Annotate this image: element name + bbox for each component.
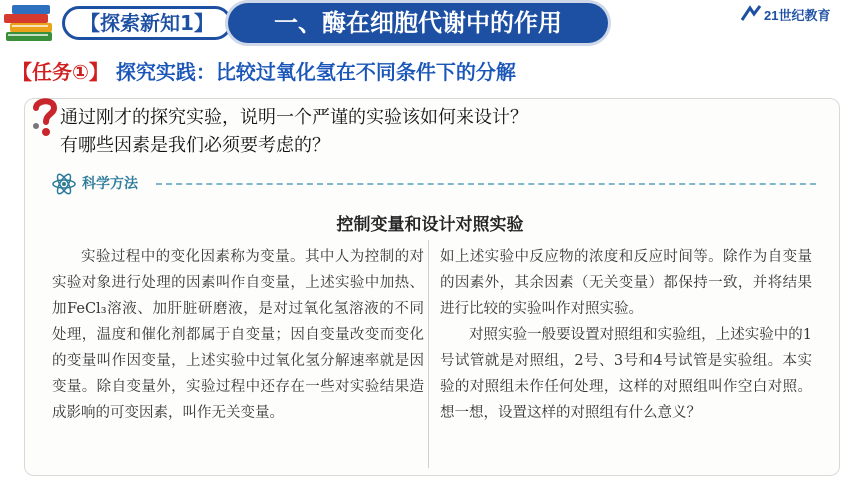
question-mark-icon	[28, 96, 62, 138]
method-header	[52, 172, 822, 196]
question-line-2: 有哪些因素是我们必须要考虑的？	[60, 135, 330, 156]
question-text	[60, 104, 528, 160]
question-line-1: 通过刚才的探究实验，说明一个严谨的实验该如何来设计？	[60, 107, 528, 128]
atom-icon	[52, 172, 76, 196]
svg-text:21世纪教育: 21世纪教育	[764, 8, 831, 23]
header-bar	[0, 0, 860, 52]
task-heading	[12, 56, 516, 88]
left-paragraph: 实验过程中的变化因素称为变量。其中人为控制的对实验对象进行处理的因素叫作自变量，上述实验中加热、加FeCl₃溶液、加肝脏研磨液，是对过氧化氢溶液的不同处理，温度和催化剂都属于自变量；因自变量改变而变化的变量叫作因变量，上述实验中过氧化氢分解速率就是因变量。除自变量外，实验过程中还存在一些对实验结果造成影响的可变因素，叫作无关变量。	[52, 249, 424, 421]
books-icon	[2, 2, 60, 46]
task-text: 探究实践：比较过氧化氢在不同条件下的分解	[115, 60, 516, 84]
textbook-title: 控制变量和设计对照实验	[336, 215, 524, 235]
textbook-right-column	[440, 244, 812, 426]
right-paragraph-1: 如上述实验中反应物的浓度和反应时间等。除作为自变量的因素外，其余因素（无关变量）都保持一致，并将结果进行比较的实验叫作对照实验。	[440, 249, 812, 317]
method-label: 科学方法	[82, 176, 138, 192]
right-paragraph-2: 对照实验一般要设置对照组和实验组，上述实验中的1号试管就是对照组，2号、3号和4号试管是实验组。本实验的对照组未作任何处理，这样的对照组叫作空白对照。想一想，设置这样的对照组有什么意义？	[440, 327, 812, 421]
publisher-logo	[740, 4, 840, 26]
task-tag: 【任务①】	[12, 60, 109, 84]
method-divider	[156, 183, 816, 185]
textbook-left-column	[52, 244, 424, 426]
page-title: 一、酶在细胞代谢中的作用	[228, 3, 608, 43]
section-tag: 【探索新知1】	[62, 6, 232, 40]
column-divider	[428, 240, 429, 468]
